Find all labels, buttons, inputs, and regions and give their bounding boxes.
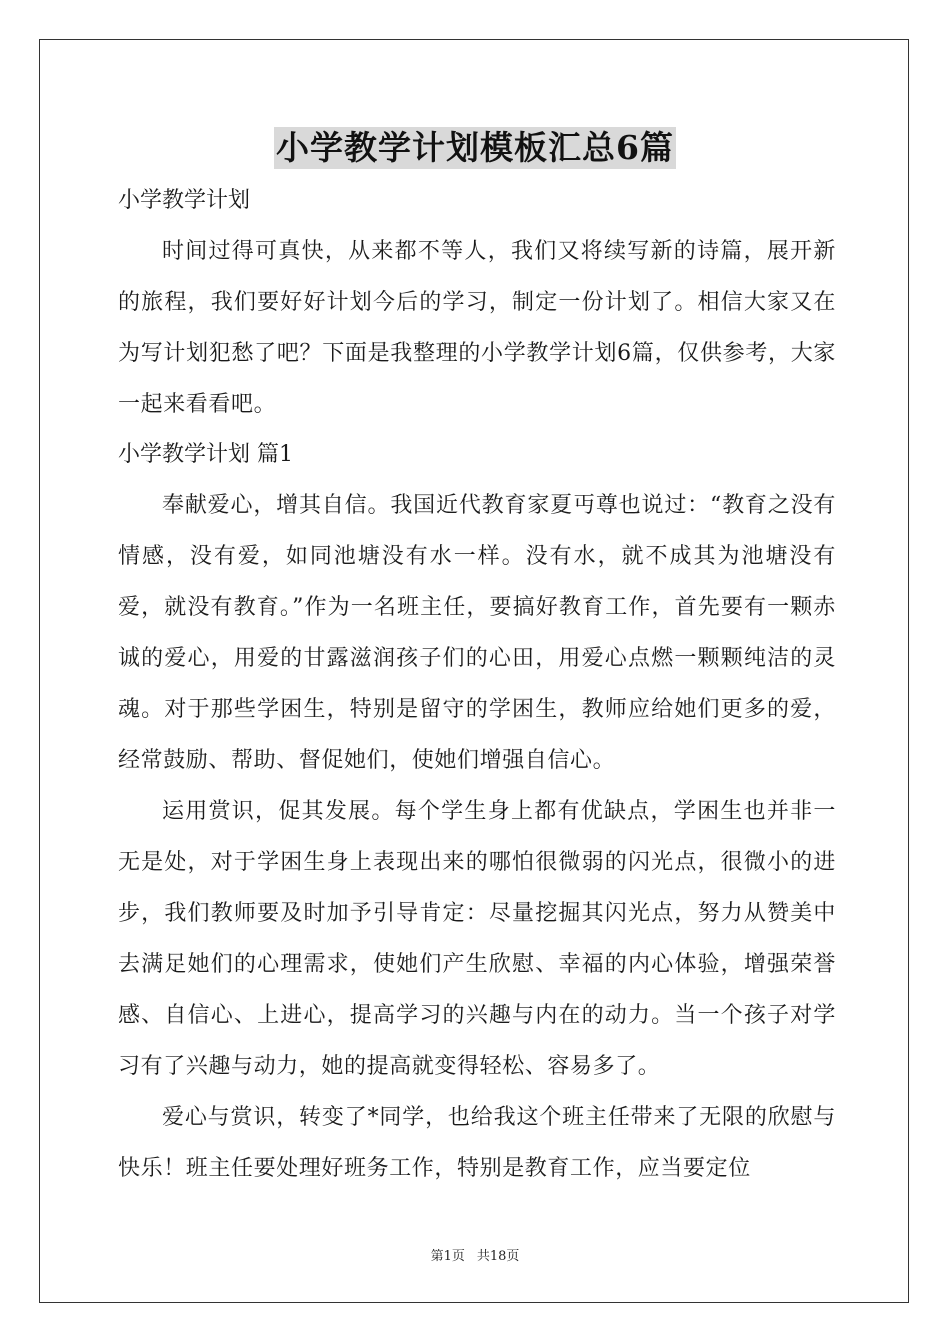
page-footer	[0, 1248, 950, 1266]
intro-paragraph: 时间过得可真快，从来都不等人，我们又将续写新的诗篇，展开新的旅程，我们要好好计划今后的学习，制定一份计划了。相信大家又在为写计划犯愁了吧？下面是我整理的小学教学计划6篇，仅供参考，大家一起来看看吧。	[118, 239, 836, 417]
page-total: 共18页	[476, 1249, 520, 1264]
title-container	[0, 127, 950, 169]
body-paragraph: 爱心与赏识，转变了*同学，也给我这个班主任带来了无限的欣慰与快乐！班主任要处理好班务工作，特别是教育工作，应当要定位	[118, 1105, 836, 1181]
document-title: 小学教学计划模板汇总6篇	[276, 128, 674, 167]
section-heading-part-1: 小学教学计划 篇1	[118, 442, 293, 467]
body-paragraph: 运用赏识，促其发展。每个学生身上都有优缺点，学困生也并非一无是处，对于学困生身上表现出来的哪怕很微弱的闪光点，很微小的进步，我们教师要及时加予引导肯定：尽量挖掘其闪光点，努力从赞美中去满足她们的心理需求，使她们产生欣慰、幸福的内心体验，增强荣誉感、自信心、上进心，提高学习的兴趣与内在的动力。当一个孩子对学习有了兴趣与动力，她的提高就变得轻松、容易多了。	[118, 799, 836, 1079]
body-paragraph: 奉献爱心，增其自信。我国近代教育家夏丏尊也说过：“教育之没有情感，没有爱，如同池塘没有水一样。没有水，就不成其为池塘没有爱，就没有教育。”作为一名班主任，要搞好教育工作，首先要有一颗赤诚的爱心，用爱的甘露滋润孩子们的心田，用爱心点燃一颗颗纯洁的灵魂。对于那些学困生，特别是留守的学困生，教师应给她们更多的爱，经常鼓励、帮助、督促她们，使她们增强自信心。	[118, 493, 836, 773]
section-heading: 小学教学计划	[118, 188, 251, 213]
document-body	[118, 176, 836, 1194]
page-number: 第1页	[430, 1249, 465, 1264]
